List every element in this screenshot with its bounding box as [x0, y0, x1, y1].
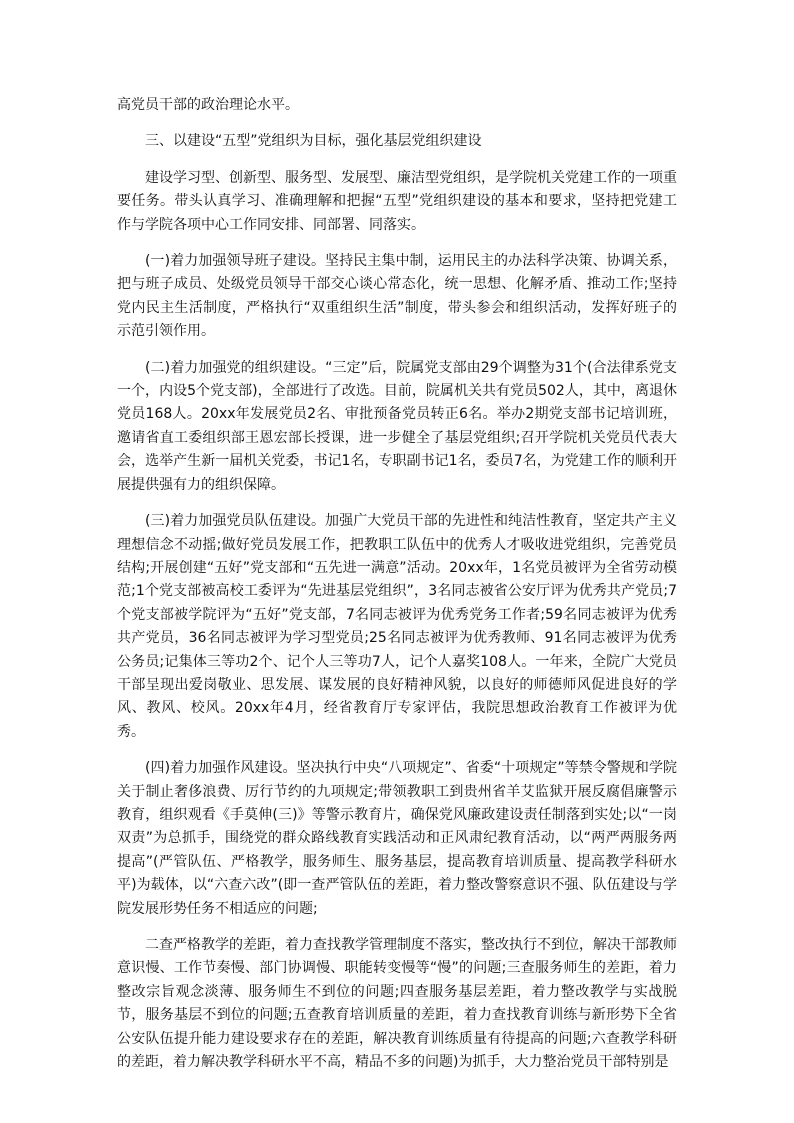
- paragraph-members: (三)着力加强党员队伍建设。加强广大党员干部的先进性和纯洁性教育，坚定共产主义理想信念不动摇;做好党员发展工作，把教职工队伍中的优秀人才吸收进党组织，完善党员结构;开展创建“五好”党支部和“五先进一满意”活动。20xx年，1名党员被评为全省劳动模范;1个党支部被高校工委评为“先进基层党组织”，3名同志被省公安厅评为优秀共产党员;7个党支部被学院评为“五好”党支部，7名同志被评为优秀党务工作者;59名同志被评为优秀共产党员，36名同志被评为学习型党员;25名同志被评为优秀教师、91名同志被评为优秀公务员;记集体三等功2个、记个人三等功7人，记个人嘉奖108人。一年来，全院广大党员干部呈现出爱岗敬业、思发展、谋发展的良好精神风貌，以良好的师德师风促进良好的学风、教风、校风。20xx年4月，经省教育厅专家评估，我院思想政治教育工作被评为优秀。: [117, 513, 677, 740]
- paragraph-intro: 建设学习型、创新型、服务型、发展型、廉洁型党组织，是学院机关党建工作的一项重要任务。带头认真学习、准确理解和把握“五型”党组织建设的基本和要求，坚持把党建工作与学院各项中心工作同安排、同部署、同落实。: [117, 169, 677, 233]
- paragraph-organization: (二)着力加强党的组织建设。“三定”后，院属党支部由29个调整为31个(合法律系党支一个，内设5个党支部)，全部进行了改选。目前，院属机关共有党员502人，其中，离退休党员168人。20xx年发展党员2名、审批预备党员转正6名。举办2期党支部书记培训班，邀请省直工委组织部王恩宏部长授课，进一步健全了基层党组织;召开学院机关党员代表大会，选举产生新一届机关党委，书记1名，专职副书记1名，委员7名，为党建工作的顺利开展提供强有力的组织保障。: [117, 359, 677, 493]
- paragraph-checks: 二查严格教学的差距，着力查找教学管理制度不落实，整改执行不到位，解决干部教师意识慢、工作节奏慢、部门协调慢、职能转变慢等“慢”的问题;三查服务师生的差距，着力整改宗旨观念淡薄、服务师生不到位的问题;四查服务基层差距，着力整改教学与实战脱节，服务基层不到位的问题;五查教育培训质量的差距，着力查找教育训练与新形势下全省公安队伍提升能力建设要求存在的差距，解决教育训练质量有待提高的问题;六查教学科研的差距，着力解决教学科研水平不高，精品不多的问题)为抓手，大力整治党员干部特别是: [117, 937, 677, 1071]
- paragraph-continuation: 高党员干部的政治理论水平。: [117, 97, 299, 113]
- document-page: [117, 94, 677, 1087]
- paragraph-style: (四)着力加强作风建设。坚决执行中央“八项规定”、省委“十项规定”等禁令警规和学院关于制止奢侈浪费、厉行节约的九项规定;带领教职工到贵州省羊艾监狱开展反腐倡廉警示教育，组织观看《手莫伸(三)》等警示教育片，确保党风廉政建设责任制落到实处;以“一岗双责”为总抓手，围绕党的群众路线教育实践活动和正风肃纪教育活动，以“两严两服务两提高”(严管队伍、严格教学，服务师生、服务基层，提高教育培训质量、提高教学科研水平)为载体，以“六查六改”(即一查严管队伍的差距，着力整改警察意识不强、队伍建设与学院发展形势任务不相适应的问题;: [117, 760, 677, 917]
- paragraph-leadership: (一)着力加强领导班子建设。坚持民主集中制，运用民主的办法科学决策、协调关系，把与班子成员、处级党员领导干部交心谈心常态化，统一思想、化解矛盾、推动工作;坚持党内民主生活制度，严格执行“双重组织生活”制度，带头参会和组织活动，发挥好班子的示范引领作用。: [117, 253, 677, 340]
- section-heading: 三、以建设“五型”党组织为目标，强化基层党组织建设: [145, 133, 482, 150]
